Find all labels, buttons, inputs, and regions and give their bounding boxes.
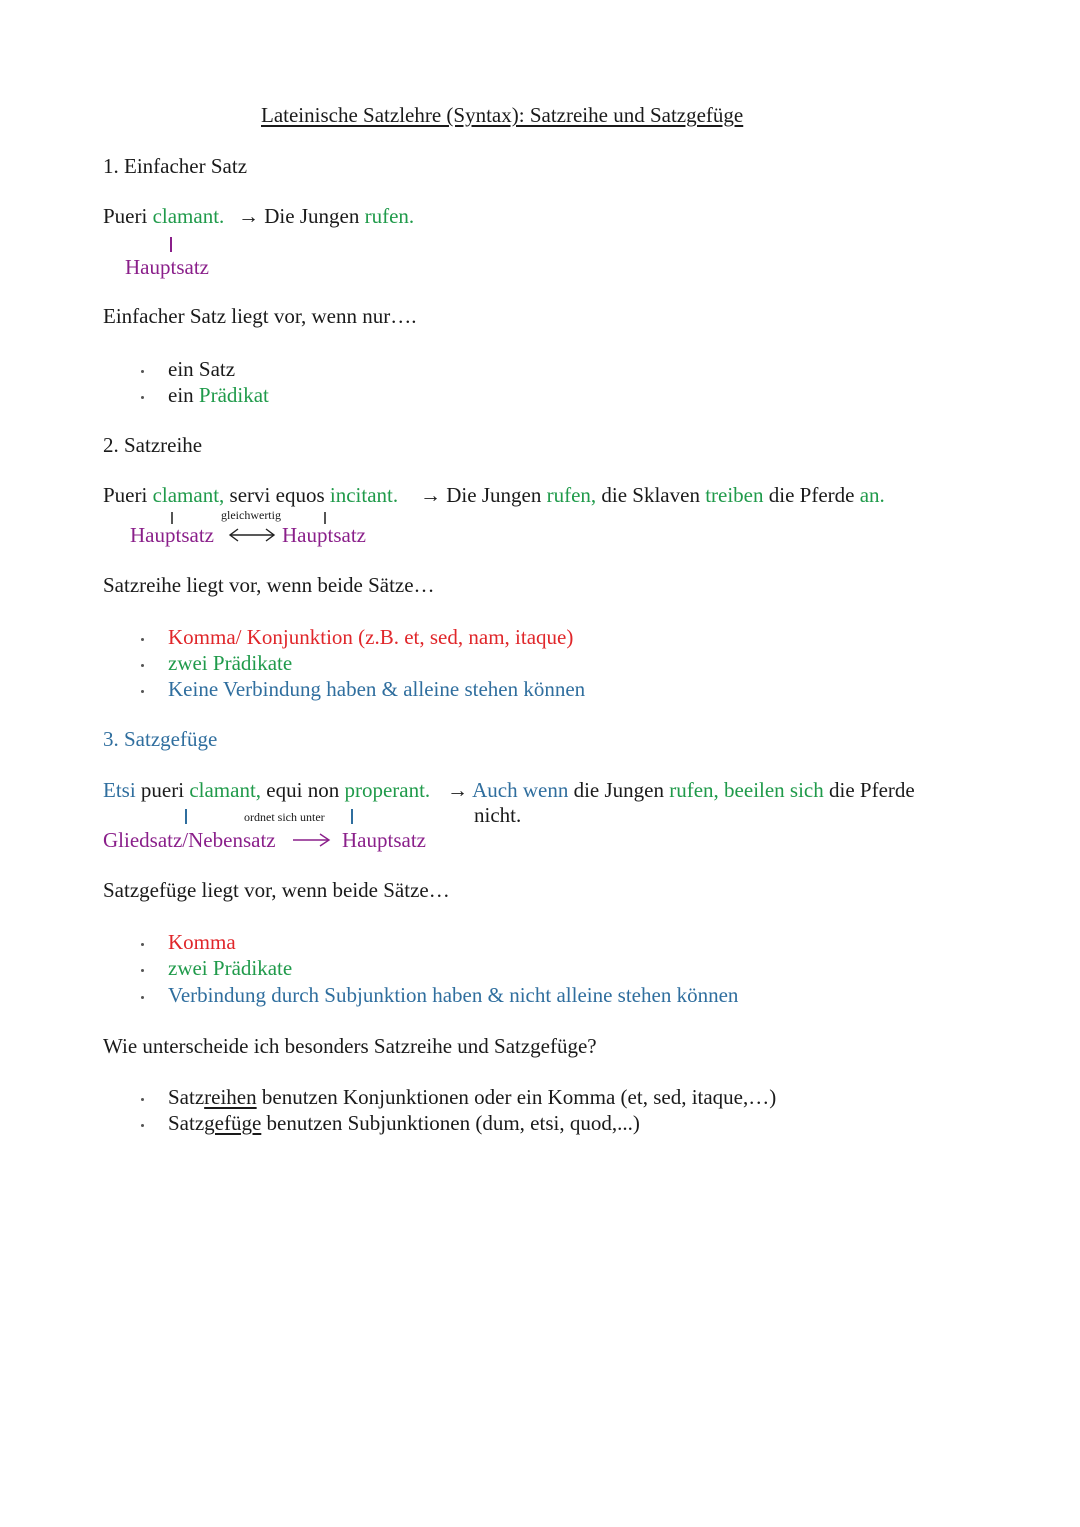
s2-translation	[420, 482, 885, 508]
s1-bullet-1	[168, 356, 235, 382]
section-1-heading: 1. Einfacher Satz	[103, 154, 248, 178]
s1-label-hauptsatz: Hauptsatz	[125, 255, 209, 279]
s2-bullet-1: Komma/ Konjunktion (z.B. et, sed, nam, itaque)	[168, 625, 574, 649]
bullet-icon	[141, 638, 144, 641]
s2-intro: Satzreihe liegt vor, wenn beide Sätze…	[103, 573, 435, 597]
s3-german-verb-1: rufen,	[669, 778, 719, 802]
s2-german-text: Die Jungen	[446, 483, 547, 507]
page-title: Lateinische Satzlehre (Syntax): Satzreihe und Satzgefüge	[261, 103, 744, 127]
s1-latin-verb: clamant.	[152, 204, 225, 228]
s3-label-hauptsatz: Hauptsatz	[342, 828, 426, 852]
s2-bullet-3: Keine Verbindung haben & alleine stehen können	[168, 677, 586, 701]
s2-german-text: die Sklaven	[596, 483, 706, 507]
s1-latin-example	[103, 203, 224, 229]
comparison-bullet-1-text: benutzen Konjunktionen oder ein Komma (et, sed, itaque,…)	[256, 1085, 777, 1109]
s1-translation	[238, 203, 414, 229]
s1-arrow: →	[238, 204, 259, 228]
s3-bullet-2: zwei Prädikate	[168, 956, 293, 980]
s1-latin-word: Pueri	[103, 204, 153, 228]
s1-bullet-2-text: ein	[168, 383, 199, 407]
section-3-heading: 3. Satzgefüge	[103, 727, 218, 751]
comparison-question: Wie unterscheide ich besonders Satzreihe und Satzgefüge?	[103, 1034, 597, 1058]
s3-latin-word: pueri	[135, 778, 190, 802]
s2-latin-verb-1: clamant,	[152, 483, 225, 507]
comparison-bullet-1-underlined: reihen	[204, 1085, 257, 1109]
s2-latin-verb-2: incitant.	[329, 483, 399, 507]
s2-latin-word: servi equos	[224, 483, 330, 507]
double-arrow-icon	[228, 528, 276, 542]
s3-latin-verb-1: clamant,	[189, 778, 262, 802]
bullet-icon	[141, 969, 144, 972]
bullet-icon	[141, 396, 144, 399]
right-arrow-icon	[292, 833, 332, 847]
s2-german-verb-1: rufen,	[546, 483, 597, 507]
bullet-icon	[141, 1124, 144, 1127]
s3-translation-continued: nicht.	[474, 803, 522, 827]
s3-german-subjunction: Auch wenn	[472, 778, 569, 802]
s3-german-verb-2: beeilen sich	[718, 778, 824, 802]
s2-label-hauptsatz-left: Hauptsatz	[130, 523, 214, 547]
s3-latin-verb-2: properant.	[344, 778, 431, 802]
comparison-bullet-2-text: benutzen Subjunktionen (dum, etsi, quod,...)	[261, 1111, 640, 1135]
s1-bullet-1-text: ein Satz	[168, 357, 236, 381]
s3-arrow: →	[447, 778, 468, 802]
bullet-icon	[141, 1098, 144, 1101]
section-2-heading: 2. Satzreihe	[103, 433, 203, 457]
s2-bullet-2: zwei Prädikate	[168, 651, 293, 675]
comparison-bullet-1	[168, 1084, 776, 1110]
s1-connector-line	[170, 237, 172, 252]
comparison-bullet-2-underlined: gefüge	[204, 1111, 262, 1135]
s3-connector-line-right	[351, 809, 353, 824]
s3-german-text: die Pferde	[823, 778, 915, 802]
bullet-icon	[141, 996, 144, 999]
s3-label-gliedsatz: Gliedsatz/Nebensatz	[103, 828, 276, 852]
comparison-bullet-2-prefix: Satz	[168, 1111, 205, 1135]
comparison-bullet-2	[168, 1110, 640, 1136]
s1-german-text: Die Jungen	[264, 204, 365, 228]
s1-bullet-2-highlight: Prädikat	[198, 383, 269, 407]
s2-label-hauptsatz-right: Hauptsatz	[282, 523, 366, 547]
bullet-icon	[141, 370, 144, 373]
s3-intro: Satzgefüge liegt vor, wenn beide Sätze…	[103, 878, 450, 902]
s3-connector-line-left	[185, 809, 187, 824]
bullet-icon	[141, 664, 144, 667]
s3-translation	[447, 777, 915, 803]
s3-german-text: die Jungen	[568, 778, 670, 802]
s2-german-particle: an.	[859, 483, 885, 507]
s3-bullet-3: Verbindung durch Subjunktion haben & nicht alleine stehen können	[168, 983, 739, 1007]
s3-latin-example	[103, 777, 430, 803]
s2-german-text: die Pferde	[763, 483, 860, 507]
s2-latin-example	[103, 482, 398, 508]
bullet-icon	[141, 943, 144, 946]
s1-german-verb: rufen.	[364, 204, 415, 228]
s3-latin-word: equi non	[261, 778, 345, 802]
comparison-bullet-1-prefix: Satz	[168, 1085, 205, 1109]
bullet-icon	[141, 690, 144, 693]
s2-relation-label: gleichwertig	[221, 508, 281, 522]
s3-relation-label: ordnet sich unter	[244, 810, 325, 824]
s2-german-verb-2: treiben	[705, 483, 764, 507]
s1-bullet-2	[168, 382, 269, 408]
s3-latin-subjunction: Etsi	[103, 778, 136, 802]
s3-bullet-1: Komma	[168, 930, 236, 954]
s1-intro: Einfacher Satz liegt vor, wenn nur….	[103, 304, 417, 328]
s2-latin-word: Pueri	[103, 483, 153, 507]
s2-arrow: →	[420, 483, 441, 507]
